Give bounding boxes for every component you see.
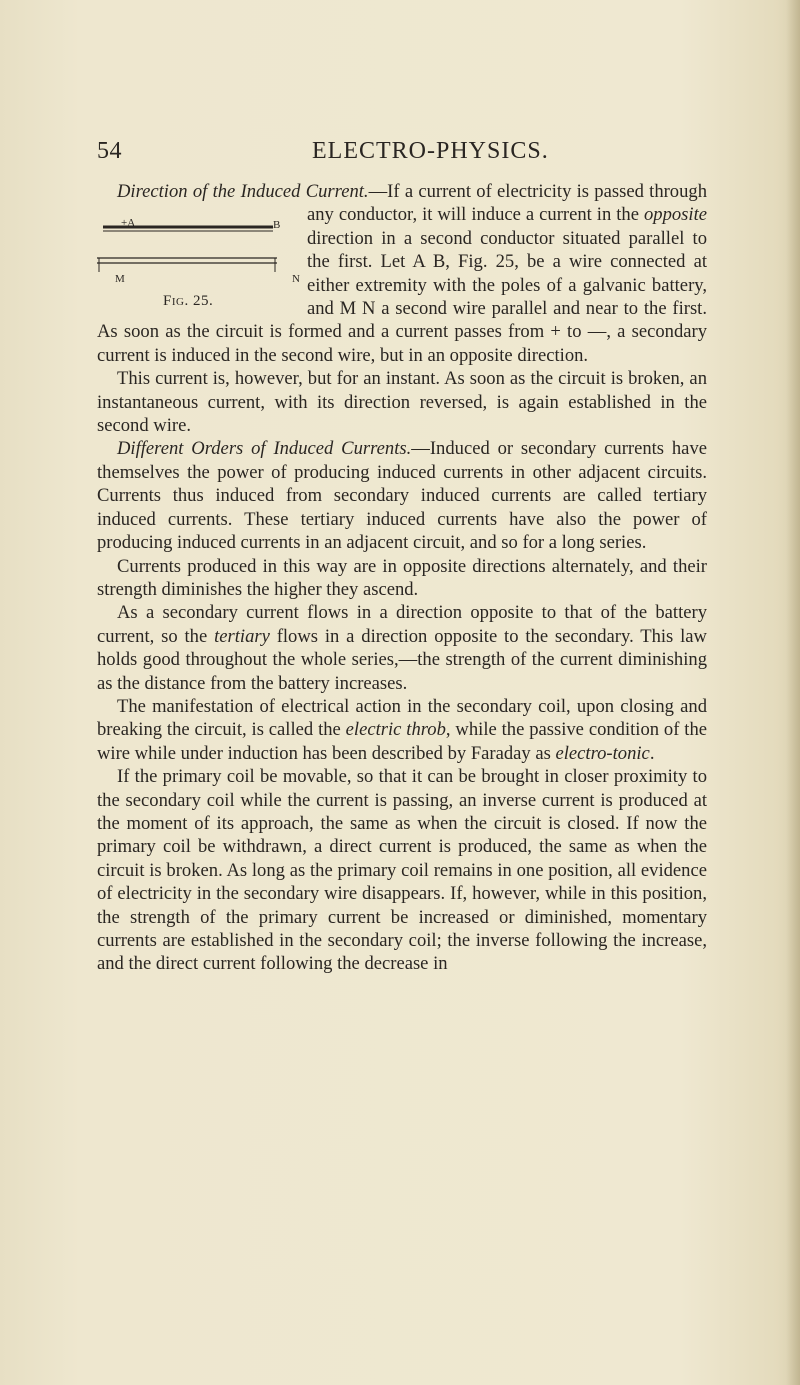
body-text: [97, 180, 707, 976]
text-run: direction in a second conductor situated parallel to the first. Let A B, Fig. 25, be a wire connected at either extremity with the poles of a galvanic battery, and M N a second wire parallel and near to the first. As soon as the circuit is formed and a current passes from + to —, a secondary current is induced in the second wire, but in an opposite direction.: [97, 227, 707, 366]
paragraph-movable-coil: If the primary coil be movable, so that it can be brought in closer proximity to the secondary coil while the current is passing, an inverse current is produced at the moment of its approach, the same as when the circuit is closed. If now the primary coil be withdrawn, a direct current is produced, the same as when the circuit is broken. As long as the primary coil remains in one position, all evidence of electricity in the secondary wire disappears. If, however, while in this position, the strength of the primary current be increased or diminished, momentary currents are established in the secondary coil; the inverse following the increase, and the direct current following the decrease in: [97, 766, 707, 975]
paragraph-tertiary: [97, 601, 707, 695]
section-heading-orders: Different Orders of Induced Currents.: [117, 438, 412, 460]
text-run: , while the passive condition of the wire while under induction has been described by Faraday as: [97, 719, 708, 764]
text-run: —If a current of electricity is passed through any conductor, it will induce a current in the: [307, 181, 707, 226]
paragraph-direction: [97, 180, 707, 367]
label-m: M: [115, 273, 125, 285]
text-run: .: [649, 742, 655, 764]
text-run: The manifestation of electrical action in the secondary coil, upon closing and breaking the circuit, is called the: [97, 695, 707, 741]
emphasis-tertiary: tertiary: [214, 625, 270, 647]
text-run: flows in a direction opposite to the secondary. This law holds good throughout the whole series,—the strength of the current diminishing as the distance from the battery increases.: [97, 625, 707, 694]
page-number: 54: [97, 138, 122, 164]
emphasis-electric-throb: electric throb: [345, 719, 446, 741]
page-edge-shadow: [786, 0, 800, 1385]
emphasis-electro-tonic: electro-tonic: [555, 742, 650, 764]
paragraph-instant: This current is, however, but for an instant. As soon as the circuit is broken, an instantaneous current, with its direction reversed, is again established in the second wire.: [97, 368, 707, 437]
label-plus-a: +A: [121, 217, 136, 229]
paragraph-orders: [97, 437, 707, 554]
paragraph-alternate: Currents produced in this way are in opposite directions alternately, and their strength diminishes the higher they ascend.: [97, 555, 707, 600]
section-heading-direction: Direction of the Induced Current.: [117, 181, 369, 202]
text-run: —Induced or secondary currents have themselves the power of producing induced currents in other adjacent circuits. Currents thus induced from secondary induced currents are called tertiary induced currents. These tertiary induced currents have also the power of producing induced currents in an adjacent circuit, and so for a long series.: [97, 438, 707, 554]
text-run: As a secondary current flows in a direction opposite to that of the battery current, so the: [97, 602, 707, 647]
running-title: ELECTRO-PHYSICS.: [312, 138, 549, 164]
page-header: [97, 138, 707, 168]
label-n: N: [292, 273, 300, 285]
paragraph-throb: [97, 695, 707, 765]
label-b: B: [273, 219, 281, 231]
figure-25: [77, 180, 300, 316]
emphasis-opposite: opposite: [643, 204, 707, 226]
figure-caption: Fig. 25.: [163, 293, 214, 309]
